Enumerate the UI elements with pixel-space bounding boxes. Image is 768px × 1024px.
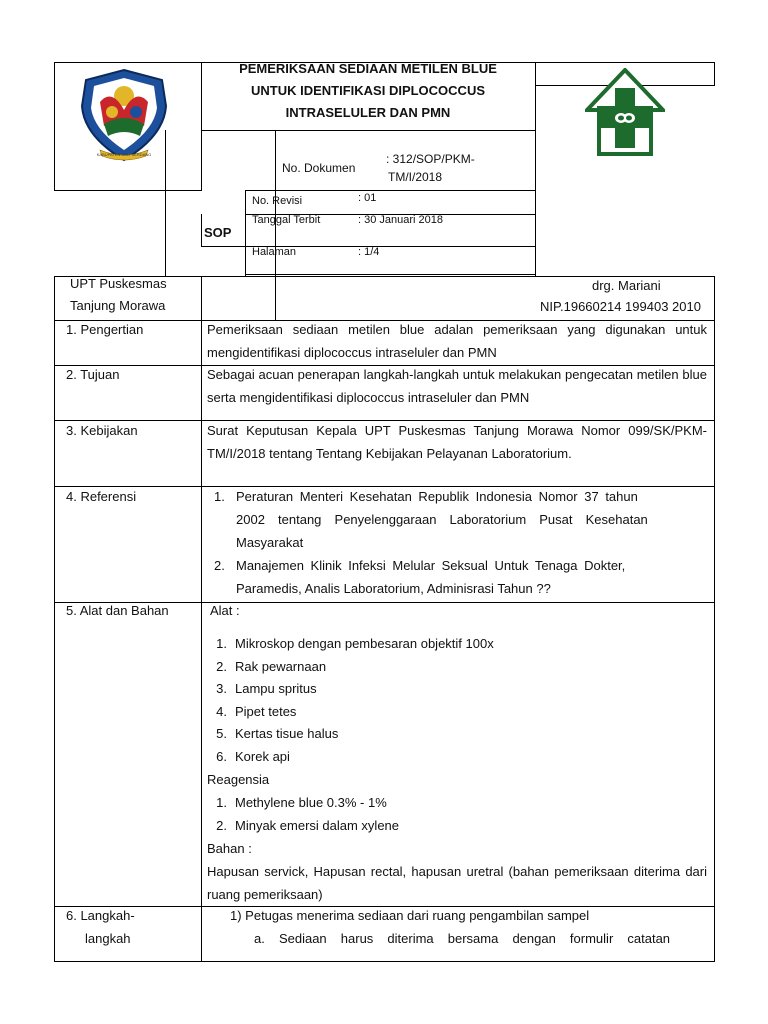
list-item: 4. Pipet tetes — [216, 703, 297, 719]
list-item: 1. Methylene blue 0.3% - 1% — [216, 795, 387, 810]
halaman-value: : 1/4 — [358, 246, 380, 258]
border-line — [54, 961, 715, 962]
title-line: INTRASELULER DAN PMN — [285, 105, 451, 120]
bahan-heading: Bahan : — [207, 841, 252, 856]
border-line — [54, 276, 55, 962]
referensi-line: Masyarakat — [236, 535, 304, 550]
border-line — [714, 276, 715, 962]
org-name: UPT Puskesmas — [70, 276, 167, 291]
signer-nip: NIP.19660214 199403 2010 — [540, 299, 701, 314]
langkah-substep: a. Sediaan harus diterima bersama dengan formulir catatan — [254, 931, 671, 946]
border-line — [54, 62, 201, 63]
referensi-line: Paramedis, Analis Laboratorium, Adminisrasi Tahun ?? — [236, 581, 551, 596]
puskesmas-logo — [585, 68, 665, 158]
referensi-line: Peraturan Menteri Kesehatan Republik Indonesia Nomor 37 tahun — [236, 489, 638, 504]
bahan-text: Hapusan servick, Hapusan rectal, hapusan uretral (bahan pemeriksaan diterima dari ruang pemeriksaan) — [207, 864, 707, 902]
no-dokumen-value: : 312/SOP/PKM- — [386, 152, 475, 166]
list-item: 2. Minyak emersi dalam xylene — [216, 817, 400, 833]
referensi-num: 2. — [214, 558, 225, 573]
halaman-label: Halaman — [252, 246, 297, 258]
seal-text: KABUPATEN DELI SERDANG — [96, 152, 152, 157]
org-name-2: Tanjung Morawa — [70, 298, 166, 313]
section-text-kebijakan: Surat Keputusan Kepala UPT Puskesmas Tanjung Morawa Nomor 099/SK/PKM-TM/I/2018 tentang Tentang Kebijakan Pelayanan Laboratorium. — [207, 423, 707, 461]
section-text-pengertian: Pemeriksaan sediaan metilen blue adalan pemeriksaan yang digunakan untuk mengidentifikasi diplococcus intraseluler dan PMN — [207, 322, 707, 360]
section-label-tujuan: 2. Tujuan — [66, 367, 120, 382]
referensi-num: 1. — [214, 489, 225, 504]
no-revisi-value: : 01 — [358, 192, 377, 204]
signer-name: drg. Mariani — [592, 278, 661, 293]
border-line — [54, 190, 201, 191]
document-title — [201, 58, 535, 124]
section-label-pengertian: 1. Pengertian — [66, 322, 144, 337]
langkah-step: 1) Petugas menerima sediaan dari ruang pengambilan sampel — [230, 908, 590, 923]
list-item: 3. Lampu spritus — [216, 681, 317, 697]
border-line — [714, 62, 715, 86]
title-line: PEMERIKSAAN SEDIAAN METILEN BLUE — [239, 61, 497, 76]
referensi-line: Manajemen Klinik Infeksi Melular Seksual Untuk Tenaga Dokter, — [236, 558, 626, 573]
border-line — [201, 276, 202, 962]
border-line — [535, 62, 536, 276]
section-label-referensi: 4. Referensi — [66, 489, 137, 504]
no-dokumen-value-2: TM/I/2018 — [388, 170, 443, 184]
section-label-kebijakan: 3. Kebijakan — [66, 423, 138, 438]
border-line — [535, 62, 715, 63]
border-line — [201, 214, 202, 247]
border-line — [245, 274, 535, 275]
no-dokumen-label: No. Dokumen — [282, 161, 356, 175]
list-item: 1. Mikroskop dengan pembesaran objektif 100x — [216, 636, 494, 651]
section-text-tujuan: Sebagai acuan penerapan langkah-langkah untuk melakukan pengecatan metilen blue serta mengidentifikasi diplococcus intraseluler dan PMN — [207, 367, 707, 405]
tanggal-terbit-value: : 30 Januari 2018 — [358, 214, 444, 226]
regency-seal-logo — [74, 66, 174, 166]
list-item: 2. Rak pewarnaan — [216, 658, 327, 674]
tanggal-terbit-label: Tanggal Terbit — [252, 214, 321, 226]
section-label-alat-bahan: 5. Alat dan Bahan — [66, 603, 169, 618]
reagensia-heading: Reagensia — [207, 772, 270, 787]
border-line — [245, 190, 535, 191]
border-line — [245, 190, 246, 276]
referensi-line: 2002 tentang Penyelenggaraan Laboratorium Pusat Kesehatan — [236, 512, 648, 527]
no-revisi-label: No. Revisi — [252, 195, 303, 207]
border-line — [201, 130, 535, 131]
sop-label: SOP — [204, 225, 232, 240]
list-item: 6. Korek api — [216, 748, 290, 764]
reagensia-list — [205, 792, 399, 837]
section-label-langkah: 6. Langkah- — [66, 908, 135, 923]
title-line: UNTUK IDENTIFIKASI DIPLOCOCCUS — [251, 83, 485, 98]
border-line — [54, 62, 55, 191]
section-label-langkah-2: langkah — [85, 931, 131, 946]
alat-heading: Alat : — [210, 603, 240, 618]
alat-list — [205, 633, 494, 769]
list-item: 5. Kertas tisue halus — [216, 726, 339, 742]
